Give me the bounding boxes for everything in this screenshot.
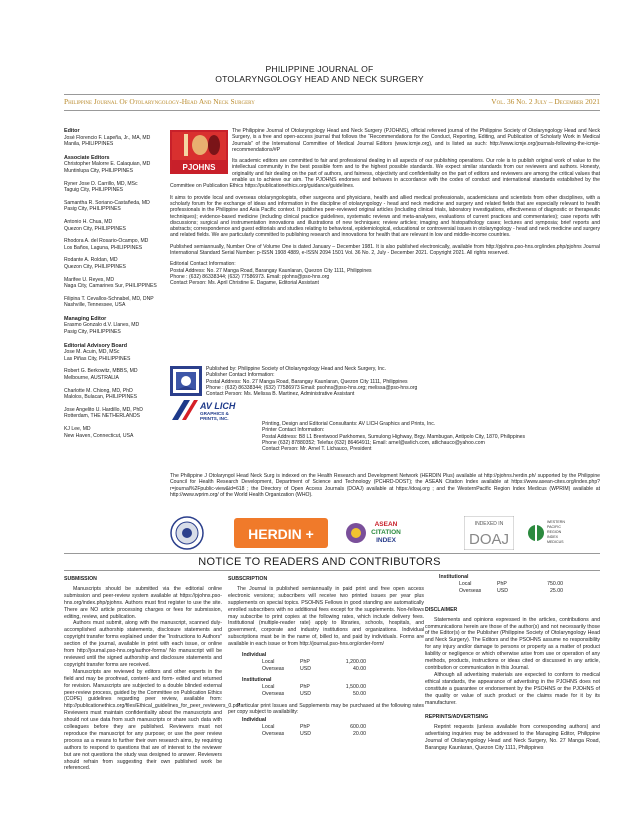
journal-title-line2: OTOLARYNGOLOGY HEAD AND NECK SURGERY — [215, 74, 424, 84]
notice-rule-bottom — [64, 570, 600, 571]
advisory-member: Charlotte M. Chiong, MD, PhD Malolos, Bulacan, PHILIPPINES — [64, 387, 138, 401]
submission-p1: Manuscripts should be submitted via the editorial online submission and peer-review system available at https://pjohns.pso-hns.org/index.php/pjohns. Authors must first register to use the site. There are NO article processing charges or fees for submission, editing, review, and publication. — [64, 585, 222, 620]
rate-row: Local PhP 1,200.00 — [262, 658, 366, 665]
svg-text:PRINTS, INC.: PRINTS, INC. — [200, 416, 229, 421]
psohns-seal — [170, 366, 202, 396]
editorial-contact: Editorial Contact Information: Postal Address: No. 27 Manga Road, Barangay Kaunlaran, Quezon City 1111, Philippines Phone : (632) 86338344; (632) 77586973. Email: pjohns@pso-hns.org Contact Person: Ms. April Christine E. Dagame, Editorial Assistant — [170, 261, 372, 287]
rate-label: Individual — [242, 717, 267, 724]
svg-text:CITATION: CITATION — [371, 529, 401, 536]
advisory-board-heading: Editorial Advisory Board — [64, 342, 128, 349]
managing-editor-name: Erasmo Gonzalo d.V. Llanes, MD — [64, 322, 140, 329]
publisher-info: Published by: Philippine Society of Otolaryngology Head and Neck Surgery, Inc. Publisher Contact Information: Postal Address: No. 27 Manga Road, Barangay Kaunlaran, Quezon City 1111, Philippines Phone : (632) 86338344; (632) 77586973 Email: psohns@pso-hns.org; melissa@pso-hns.org Contact Person: Ms. Melissa B. Martinez, Administrative Assistant — [206, 366, 418, 398]
description-p3: It aims to provide local and overseas otolaryngologists, other surgeons and physicians, health and allied medical professionals, academicians and scientists from other disciplines, with a scholarly forum for the exchange of ideas and information in the discipline of otolaryngology - head and neck medicine and surgery and related fields that are especially relevant to health professionals in the Philippine and Asia Pacific context. It publishes peer-reviewed original articles (including clinical trials, laboratory investigations, effectiveness of diagnostic or therapeutic techniques); evidence-based medicine (including clinical practice guidelines, systematic reviews and meta-analyses, evaluations of current practices and commentaries); case reports with discussions; surgical and instrumentation innovations and illustrations of new techniques; review articles; imaging and histopathology cases; lectures and symposia; brief reports and abstracts; correspondence and guest editorials and studies relating to behavioral, epidemiological, educational or controversial issues in otolaryngology - head and neck medicine and surgery and related fields. We are particularly committed to publishing research and innovations for health that are relevant in low and middle-income countries. — [170, 194, 600, 239]
svg-text:MEDICUS: MEDICUS — [547, 540, 564, 544]
svg-text:PACIFIC: PACIFIC — [547, 525, 561, 529]
disclaimer-p2: Although all advertising materials are expected to conform to medical ethical standards, the appearance of advertising in the PJOHNS does not constitute a guarantee or endorsement by the PSOHNS or the PJOHNS of the quality or value of such product or the claims made for it by its manufacturer. — [425, 671, 600, 706]
notice-column-3 — [425, 574, 600, 752]
reprints-p1: Reprint requests (unless available from corresponding authors) and advertising inquiries may be addressed to the Managing Editor, Philippine Journal of Otolaryngology Head and Neck Surgery, No. 27 Manga Road, Barangay Kaunlaran, Quezon City 1111, Philippines — [425, 724, 600, 752]
avlich-logo — [170, 398, 256, 422]
subscription-heading: SUBSCRIPTION — [228, 576, 268, 582]
subscription-p1: The Journal is published semiannually in paid print and free open access electronic versions; subscribers will receive two printed issues per year plus supplements on special topics. PSOHNS Fellows in good standing are automatically enrolled subscribers with no additional fees except for the supplements. Non-fellows may subscribe to print copies at the following rates, which include delivery fees. Institutional (multiple-reader rate) apply to libraries, schools, hospitals, and government, corporate and industry institutions and organizations. Individual subscriptions must be in the name of, billed to, and paid by individuals. Forms are available in each issue or from http://journal.pso-hns.org/order-form/ — [228, 585, 424, 648]
description-p4: Published semiannually, Number One of Volume One is dated January – December 1981. It is also published electronically, available from http://pjohns.pso-hns.org/index.php/pjohns Journal International Standard Serial Number: p-ISSN 1908 4889, e-ISSN 2094 1501 Vol. 36 No. 2, July - December 2021. Copyright 2021. All rights reserved. — [170, 243, 600, 257]
notice-title: NOTICE TO READERS AND CONTRIBUTORS — [198, 556, 441, 568]
running-journal-name: Philippine Journal Of Otolaryngology-Head And Neck Surgery — [64, 97, 255, 106]
pjohns-logo-text: PJOHNS — [182, 163, 216, 172]
editor-name: José Florencio F. Lapeña, Jr., MA, MD — [64, 134, 151, 141]
editor-heading: Editor — [64, 128, 80, 134]
rate-label: Institutional — [242, 676, 272, 683]
svg-text:GRAPHICS &: GRAPHICS & — [200, 411, 229, 416]
advisory-member: Robert G. Berkowitz, MBBS, MD Melbourne, AUSTRALIA — [64, 368, 138, 382]
svg-text:ASEAN: ASEAN — [374, 521, 398, 528]
rate-row: Overseas USD 25.00 — [459, 587, 563, 594]
journal-title — [0, 64, 639, 84]
description-p2: Its academic editors are committed to fair and professional dealing in all aspects of our publishing operations. Our role is to publish original work of value to the intellectual community in the best possible form and to the highest possible standards. We expect similar standards from our reviewers and authors. Honesty, originality and fair dealing on the part of authors, and fairness, objectivity and confidentiality on the part of editors and reviewers are among the critical values that enable us to achieve our aim. The PJOHNS endorses and behaves in accordance with the codes of conduct and international standards established by the Committee on Publication Ethics https://publicationethics.org/guidance/guidelines. — [170, 158, 600, 190]
associate-editor: Marifee U. Reyes, MD Naga City, Camarines Sur, PHILIPPINES — [64, 276, 157, 290]
submission-p2: Authors must submit, along with the manuscript, scanned duly-accomplished authorship statements, disclosure statements and copyright transfer forms explained under the “Instructions to Authors” section of the journal, available in print with each issue, or online from http://journal.pso-hns.org/author-forms/ No manuscript will be reviewed until the signed authorship and disclosure statements and copyright transfer forms are received. — [64, 620, 222, 668]
svg-text:REGION: REGION — [547, 530, 562, 534]
advisory-member: KJ Lee, MD New Haven, Connecticut, USA — [64, 426, 134, 439]
running-header — [64, 96, 600, 108]
index-logos — [170, 516, 600, 550]
svg-text:INDEXED IN: INDEXED IN — [474, 521, 504, 527]
disclaimer-heading: DISCLAIMER — [425, 606, 458, 613]
pjohns-logo — [170, 130, 228, 174]
editorial-board — [64, 128, 184, 439]
associate-editor: Christopher Malorre E. Calaquian, MD Muntinlupa City, PHILIPPINES — [64, 161, 151, 174]
associate-editor: Filipina T. Cevallos-Schnabel, MD, DNP Nashville, Tennessee, USA — [64, 295, 154, 309]
subscription-p2: Particular print Issues and Supplements may be purchased at the following rates per copy subject to availability: — [228, 702, 424, 716]
associate-editors-heading: Associate Editors — [64, 154, 110, 161]
rate-label: Individual — [242, 652, 267, 659]
notice-rule-top — [64, 553, 600, 554]
svg-text:INDEX: INDEX — [547, 535, 558, 539]
disclaimer-p1: Statements and opinions expressed in the articles, contributions and communications herein are those of the author(s) and not necessarily those of the Editor(s) or the Publisher (Philippine Society of Otolaryngology Head and Neck Surgery). The Editors and the PSOHNS assume no responsibility for any injury and/or damage to persons or property as a matter of product liability or negligence or which otherwise arise from use or operation of any methods, products, instructions or ideas cited or discussed in any article, contribution or communication in this Journal. — [425, 616, 600, 671]
rate-row: Local PhP 750.00 — [459, 580, 563, 587]
description-p1: The Philippine Journal of Otolaryngology Head and Neck Surgery (PJOHNS), official refereed journal of the Philippine Society of Otolaryngology Head and Neck Surgery, is a free and open-access journal that follows the “Recommendations for the Conduct, Reporting, Editing, and Publication of Scholarly Work in Medical Journals” of the International Committee of Medical Journal Editors (www.icmje.org), and is listed as such: http://www.icmje.org/journals-following-the-icmje-recommendations/#P — [232, 128, 600, 153]
svg-text:WESTERN: WESTERN — [547, 520, 565, 524]
rate-row: Overseas USD 50.00 — [262, 690, 366, 697]
submission-p3: Manuscripts are reviewed by editors and other experts in the field and may be proofread, content- and form- edited and returned for revision. Manuscripts are subjected to a double blinded external peer-review process, guided by the Committee on Publication Ethics (COPE) guidelines regarding peer review, available from: http://publicationethics.org/files/Ethical_guidelines_for_peer_reviewers_0.pdf Reviewers must maintain confidentiality about the manuscripts and should not use data from such manuscripts or share such data with colleagues before they are published. Reviewers must not reproduce the manuscript for any purpose; or use the peer review process as a means to further their own research aims, by requiring authors to respond to questions that are of interest to the reviewer but are not questions the study was designed to answer. Reviewers should refrain from suggesting their own published work be referenced. — [64, 668, 240, 772]
printer-info: Printing, Design and Editorial Consultants: AV LICH Graphics and Prints, Inc. Printer Contact Information: Postal Address: B8 L1 Brentwood Parkhomes, Sumulong Highway, Brgy. Mambugan, Antipolo City, 1870, Philippines Phone (632) 87880352; Telefax (632) 86464911; Email: arnel@avlich.com, atlichauco@yahoo.com Contact Person: Mr. Arnel T. Lichauco, President — [262, 421, 526, 453]
submission-heading: SUBMISSION — [64, 576, 97, 582]
editor-location: Manila, PHILIPPINES — [64, 141, 114, 148]
advisory-member: Jose Angelito U. Hardillo, MD, PhD Rotterdam, THE NETHERLANDS — [64, 406, 143, 420]
journal-description — [170, 128, 600, 287]
svg-text:AV LICH: AV LICH — [200, 401, 236, 411]
associate-editor: Rhodora A. del Rosario-Ocampo, MD Los Baños, Laguna, PHILIPPINES — [64, 238, 149, 251]
managing-editor-location: Pasig City, PHILIPPINES — [64, 329, 121, 336]
svg-text:HERDIN +: HERDIN + — [248, 526, 314, 542]
managing-editor-heading: Managing Editor — [64, 315, 107, 322]
herdin-logo — [234, 516, 328, 550]
asean-citation-index-logo — [344, 516, 416, 550]
header-rule-top — [64, 94, 600, 95]
indexing-statement: The Philippine J Otolaryngol Head Neck Surg is indexed on the Health Research and Development Network (HERDIN Plus) available at http://pjohns.herdin.ph/ supported by the Philippine Council for Health Research Development, Department of Science and Technology (PCHRD-DOST); the ASEAN Citation Index available at https://www.asean-cites.org/index.php?r=journal%2Fpublic-view&id=618 ; the Directory of Open Access Journals (DOAJ) available at https://doaj.org ; and the WesternPacific Region Index Medicus (WPRIM) available at http://www.wprim.org/ of the World Health Organization (WHO). — [170, 473, 600, 498]
header-rule-bottom — [64, 110, 600, 111]
associate-editor: Samantha R. Soriano-Castañeda, MD Pasig City, PHILIPPINES — [64, 199, 150, 213]
doaj-logo — [464, 516, 514, 550]
wprim-logo — [526, 516, 586, 550]
pcchrd-seal-icon — [170, 516, 204, 550]
associate-editor: Antonio H. Chua, MD Quezon City, PHILIPPINES — [64, 218, 126, 232]
rate-row: Local PhP 1,500.00 — [262, 683, 366, 690]
notice-column-2 — [228, 574, 424, 738]
notice-column-1 — [64, 574, 240, 772]
associate-editor: Rodante A. Roldan, MD Quezon City, PHILIPPINES — [64, 257, 126, 270]
rate-label: Institutional — [439, 574, 469, 580]
rate-row: Overseas USD 40.00 — [262, 665, 366, 672]
associate-editor: Ryner Jose D. Carrillo, MD, MSc Taguig City, PHILIPPINES — [64, 180, 138, 194]
running-issue: Vol. 36 No. 2 July – December 2021 — [491, 97, 600, 106]
svg-text:DOAJ: DOAJ — [468, 531, 510, 548]
rate-row: Local PhP 600.00 — [262, 724, 366, 731]
rate-row: Overseas USD 20.00 — [262, 731, 366, 738]
journal-title-line1: PHILIPPINE JOURNAL OF — [265, 64, 374, 74]
reprints-heading: REPRINTS/ADVERTISING — [425, 714, 489, 721]
svg-text:INDEX: INDEX — [376, 537, 396, 544]
advisory-member: Jose M. Acuin, MD, MSc Las Piñas City, PHILIPPINES — [64, 349, 131, 362]
